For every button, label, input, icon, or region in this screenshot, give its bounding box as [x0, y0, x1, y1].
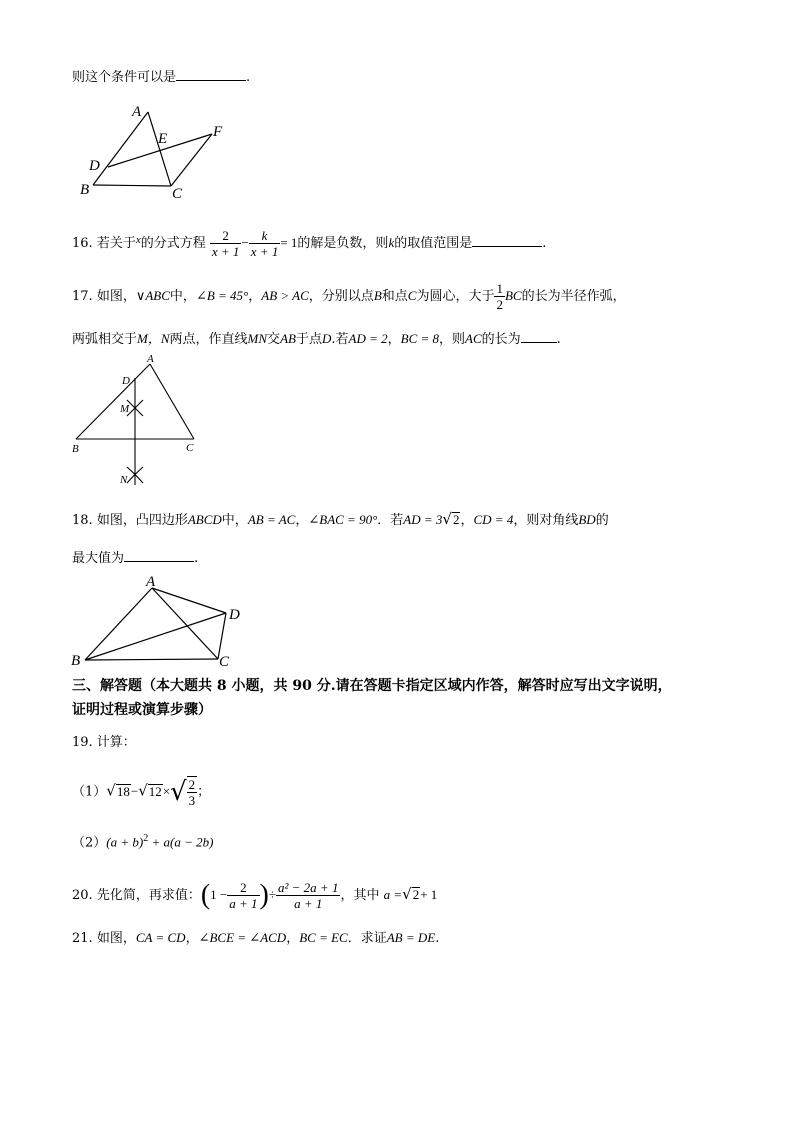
fig15-label-F: F: [213, 124, 223, 140]
q19-sqrt-fraction: $\frac{2}{3}$: [188, 777, 196, 808]
fig17-label-A: A: [147, 353, 154, 365]
q19-part1: （1）√18−√12×√ $\frac{2}{3}$ ；: [72, 777, 211, 808]
fig15-label-D: D: [89, 158, 100, 174]
fig18-label-B: B: [71, 653, 81, 669]
seg-AC: [148, 112, 171, 186]
figure-q17: [64, 350, 214, 495]
fig15-label-B: B: [80, 182, 90, 198]
fig18-label-D: D: [229, 607, 240, 623]
seg-AC: [150, 364, 194, 439]
q18-line2: 最大值为 .: [72, 547, 198, 569]
seg-AB: [76, 364, 150, 439]
q20-line: 20. 先化简，再求值：(1 − $\frac{2}{a + 1}$ )÷ $\frac{\text{a² − 2a + 1}}{a + 1}$ ，其中 a =√2+ 1: [72, 879, 438, 911]
fig17-label-B: B: [72, 443, 79, 455]
figure-q15: [76, 102, 236, 202]
figure-q18: [68, 570, 248, 670]
q17-half-fraction: $\frac{1}{2}$: [496, 281, 503, 312]
q15-tail-line: 则这个条件可以是 .: [72, 66, 250, 88]
q17-line2: 两弧相交于M，N两点，作直线MN交AB于点D.若AD = 2，BC = 8，则AC的长为 .: [72, 328, 561, 350]
q17-line1: 17. 如图，∨ABC中，∠B = 45°，AB > AC，分别以点B和点C为圆心，大于 $\frac{1}{2}$ BC的长为半径作弧，: [72, 281, 626, 312]
q19-part2: $(2)(a + b)^2 + a(a - 2b)$: [72, 833, 214, 851]
fig18-label-C: C: [219, 654, 230, 670]
seg-BC: [93, 185, 171, 186]
q17-answer-blank[interactable]: [521, 328, 557, 343]
section3-heading-line1: 三、解答题（本大题共 8 小题，共 90 分.请在答题卡指定区域内作答，解答时应写出文字说明，: [72, 678, 672, 694]
fig15-label-E: E: [158, 131, 168, 147]
fig17-label-C: C: [186, 442, 194, 454]
q16-fraction-2: $\frac{k}{x + 1}$: [250, 228, 279, 259]
q21-line: 21. 如图，CA = CD，∠BCE = ∠ACD，BC = EC．求证AB = DE.: [72, 930, 440, 946]
fig15-label-A: A: [132, 104, 142, 120]
q16-answer-blank[interactable]: [472, 232, 542, 247]
q18-answer-blank[interactable]: [124, 547, 194, 562]
q15-tail-text: 则这个条件可以是: [72, 70, 177, 85]
q20-fraction-2: $\frac{\text{a² − 2a + 1}}{a + 1}$: [278, 880, 339, 911]
q16-fraction-1: $\frac{2}{x + 1}$: [211, 228, 240, 259]
q18-line1: 18. 如图，凸四边形ABCD中，AB = AC，∠BAC = 90°．若AD = 3√2，CD = 4，则对角线BD的: [72, 510, 609, 528]
section3-heading-line2: 证明过程或演算步骤）: [72, 702, 212, 718]
fig17-label-M: M: [120, 403, 130, 415]
seg-CD: [218, 613, 226, 659]
q20-fraction-1: $\frac{2}{a + 1}$: [229, 880, 258, 911]
seg-AB: [93, 112, 148, 185]
q16-line: 16. 若关于$^x$的分式方程 $\frac{2}{x + 1}$ − $\frac{k}{x + 1}$ = 1的解是负数，则k的取值范围是 .: [72, 228, 547, 259]
fig18-label-A: A: [146, 574, 156, 590]
seg-BC: [85, 659, 218, 660]
seg-CF: [171, 134, 212, 186]
fig17-label-N: N: [120, 474, 128, 486]
fig15-label-C: C: [172, 186, 183, 202]
fig17-label-D: D: [122, 375, 130, 387]
q15-answer-blank[interactable]: [176, 66, 246, 81]
q19-title: 19. 计算：: [72, 735, 136, 750]
